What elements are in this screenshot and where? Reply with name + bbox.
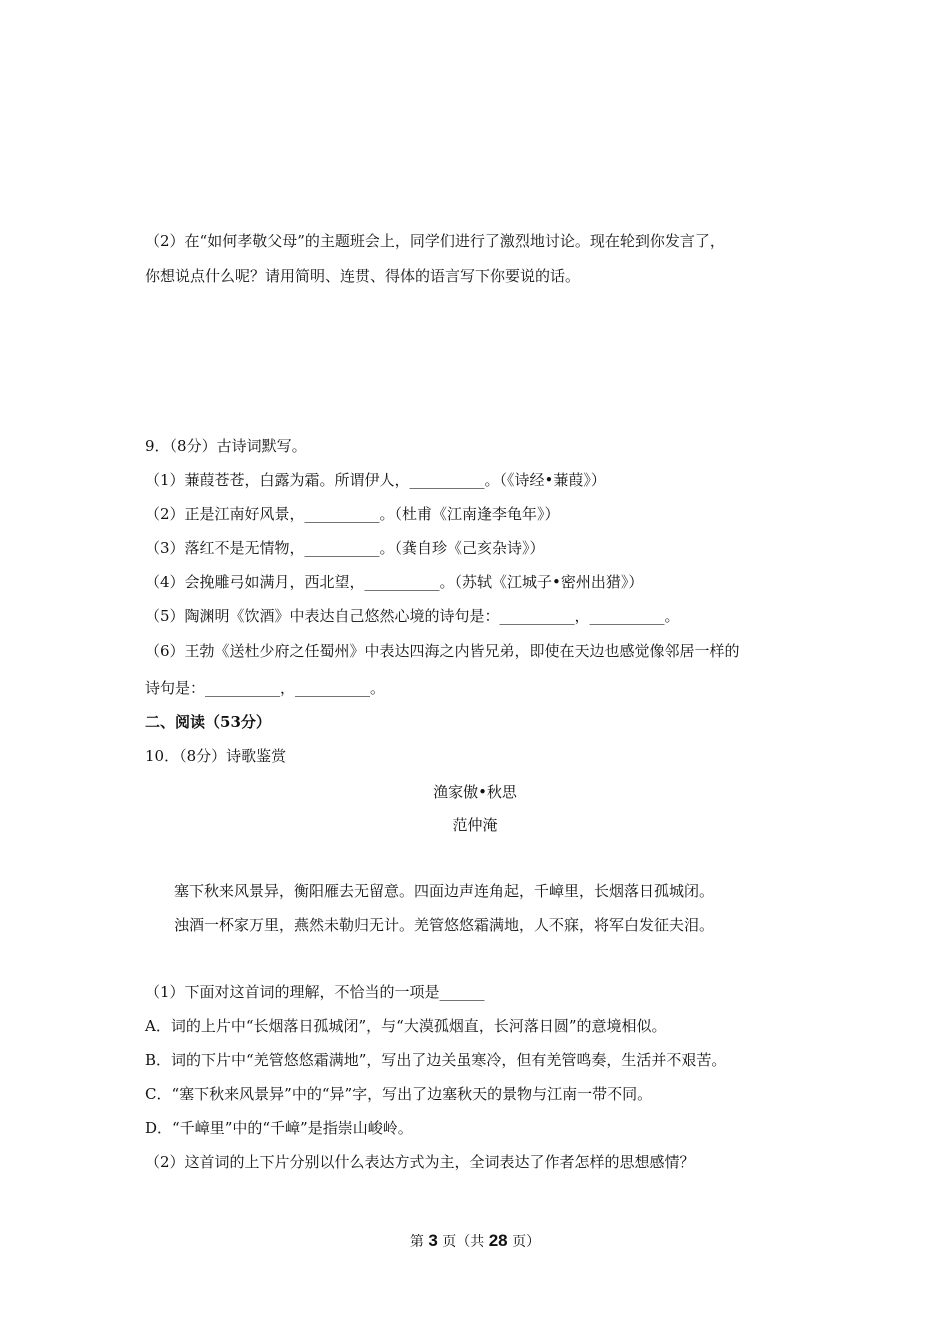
q9-item-6: （6）王勃《送杜少府之任蜀州》中表达四海之内皆兄弟，即使在天边也感觉像邻居一样的 — [145, 642, 740, 660]
section-heading: 二、阅读（53分） — [145, 713, 271, 731]
q9-item-5: （5）陶渊明《饮酒》中表达自己悠然心境的诗句是：__________，__________。 — [145, 607, 680, 625]
option-b: B．词的下片中“羌管悠悠霜满地”，写出了边关虽寒冷，但有羌管鸣奏，生活并不艰苦。 — [145, 1051, 727, 1069]
q8-2-line-1: （2）在“如何孝敬父母”的主题班会上，同学们进行了激烈地讨论。现在轮到你发言了， — [145, 232, 725, 250]
q9-title: 9．（8分）古诗词默写。 — [145, 437, 307, 455]
poem-line-2: 浊酒一杯家万里，燕然未勒归无计。羌管悠悠霜满地，人不寐，将军白发征夫泪。 — [174, 916, 715, 934]
q9-item-3: （3）落红不是无情物，__________。（龚自珍《己亥杂诗》） — [145, 539, 545, 557]
q10-title: 10．（8分）诗歌鉴赏 — [145, 747, 287, 765]
footer-page-number: 3 — [428, 1231, 438, 1250]
option-c: C．“塞下秋来风景异”中的“异”字，写出了边塞秋天的景物与江南一带不同。 — [145, 1085, 653, 1103]
q9-item-4: （4）会挽雕弓如满月，西北望，__________。（苏轼《江城子•密州出猎》） — [145, 573, 644, 591]
option-a: A．词的上片中“长烟落日孤城闭”，与“大漠孤烟直，长河落日圆”的意境相似。 — [145, 1017, 667, 1035]
q8-2-line-2: 你想说点什么呢？请用简明、连贯、得体的语言写下你要说的话。 — [145, 267, 581, 285]
q9-item-1: （1）蒹葭苍苍，白露为霜。所谓伊人，__________。（《诗经•蒹葭》） — [145, 471, 606, 489]
footer-middle: 页（共 — [442, 1234, 485, 1250]
poem-title: 渔家傲•秋思 — [433, 783, 517, 801]
footer-total-pages: 28 — [488, 1231, 508, 1250]
page-footer — [0, 1231, 950, 1252]
poem-line-1: 塞下秋来风景异，衡阳雁去无留意。四面边声连角起，千嶂里，长烟落日孤城闭。 — [174, 882, 715, 900]
q10-sub-2: （2）这首词的上下片分别以什么表达方式为主，全词表达了作者怎样的思想感情？ — [145, 1153, 695, 1171]
option-d: D．“千嶂里”中的“千嶂”是指崇山峻岭。 — [145, 1119, 413, 1137]
footer-prefix: 第 — [409, 1234, 424, 1250]
poem-author: 范仲淹 — [452, 816, 498, 834]
q9-item-2: （2）正是江南好风景，__________。（杜甫《江南逢李龟年》） — [145, 505, 560, 523]
q10-sub-1: （1）下面对这首词的理解，不恰当的一项是______ — [145, 983, 485, 1001]
footer-suffix: 页） — [512, 1234, 541, 1250]
q9-item-6-cont: 诗句是：__________，__________。 — [145, 679, 386, 697]
